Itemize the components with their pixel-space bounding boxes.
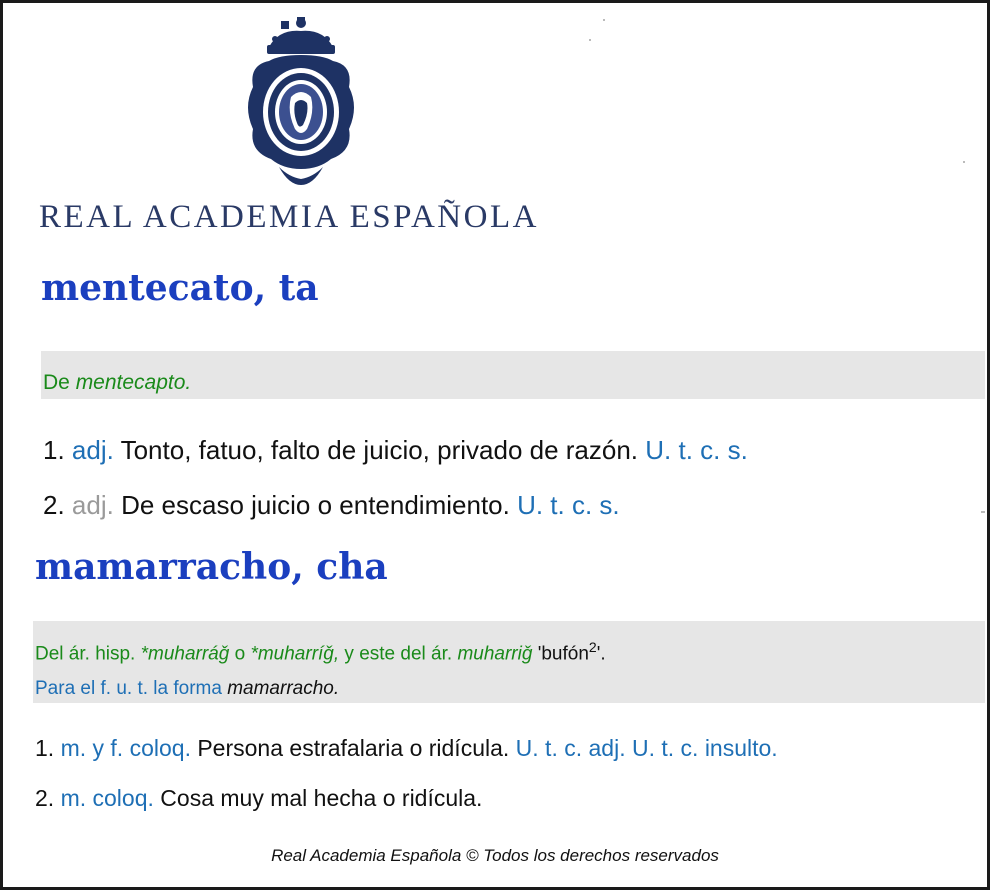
rae-wordmark: REAL ACADEMIA ESPAÑOLA xyxy=(39,199,539,235)
sense-number: 2. xyxy=(35,785,55,811)
etymology-mentecato xyxy=(43,371,191,395)
etymology-text: y este del ár. xyxy=(339,643,458,665)
abbr-link[interactable]: m. coloq. xyxy=(60,785,154,811)
sense-1-mentecato xyxy=(43,435,748,466)
etymology-form: muharriǧ xyxy=(457,643,533,665)
sense-number: 1. xyxy=(35,735,55,761)
etymology-text: De xyxy=(43,371,76,394)
etymology-gloss: 'bufón xyxy=(532,643,589,665)
scan-speck xyxy=(963,161,965,163)
royal-crest-icon xyxy=(239,17,364,187)
sense-1-mamarracho xyxy=(35,735,778,762)
etymology-form: *muharríǧ, xyxy=(250,643,340,665)
etymology-mamarracho xyxy=(35,639,606,665)
rae-logo xyxy=(39,17,579,247)
headword-mentecato: mentecato, ta xyxy=(41,267,319,309)
usage-note xyxy=(35,678,339,700)
etymology-text: o xyxy=(229,643,251,665)
etymology-form: *muharráǧ xyxy=(140,643,230,665)
abbr-link[interactable]: adj. xyxy=(71,435,114,465)
homonym-superscript[interactable]: 2 xyxy=(588,639,597,655)
etymology-source[interactable]: mentecapto. xyxy=(75,371,192,394)
usage-link[interactable]: U. t. c. s. xyxy=(517,490,620,520)
sense-number: 1. xyxy=(43,435,65,465)
etymology-gloss-end: '. xyxy=(596,643,606,665)
scan-speck xyxy=(603,19,605,21)
headword-mamarracho: mamarracho, cha xyxy=(35,546,388,588)
scan-speck xyxy=(589,39,591,41)
usage-note-form: mamarracho. xyxy=(227,678,340,699)
usage-link[interactable]: U. t. c. s. xyxy=(645,435,748,465)
sense-2-mamarracho xyxy=(35,785,482,812)
usage-link[interactable]: U. t. c. adj. U. t. c. insulto. xyxy=(515,735,778,761)
sense-text: De escaso juicio o entendimiento. xyxy=(113,490,518,520)
copyright-footer: Real Academia Española © Todos los derechos reservados xyxy=(271,846,719,865)
sense-text: Cosa muy mal hecha o ridícula. xyxy=(153,785,483,811)
sense-text: Persona estrafalaria o ridícula. xyxy=(190,735,516,761)
scan-speck xyxy=(981,511,985,513)
sense-number: 2. xyxy=(43,490,65,520)
sense-text: Tonto, fatuo, falto de juicio, privado de razón. xyxy=(113,435,646,465)
abbr-link[interactable]: m. y f. coloq. xyxy=(60,735,191,761)
abbr-link[interactable]: adj. xyxy=(71,490,114,520)
sense-2-mentecato xyxy=(43,490,620,521)
usage-note-text[interactable]: Para el f. u. t. la forma xyxy=(35,678,228,699)
etymology-text: Del ár. hisp. xyxy=(35,643,141,665)
